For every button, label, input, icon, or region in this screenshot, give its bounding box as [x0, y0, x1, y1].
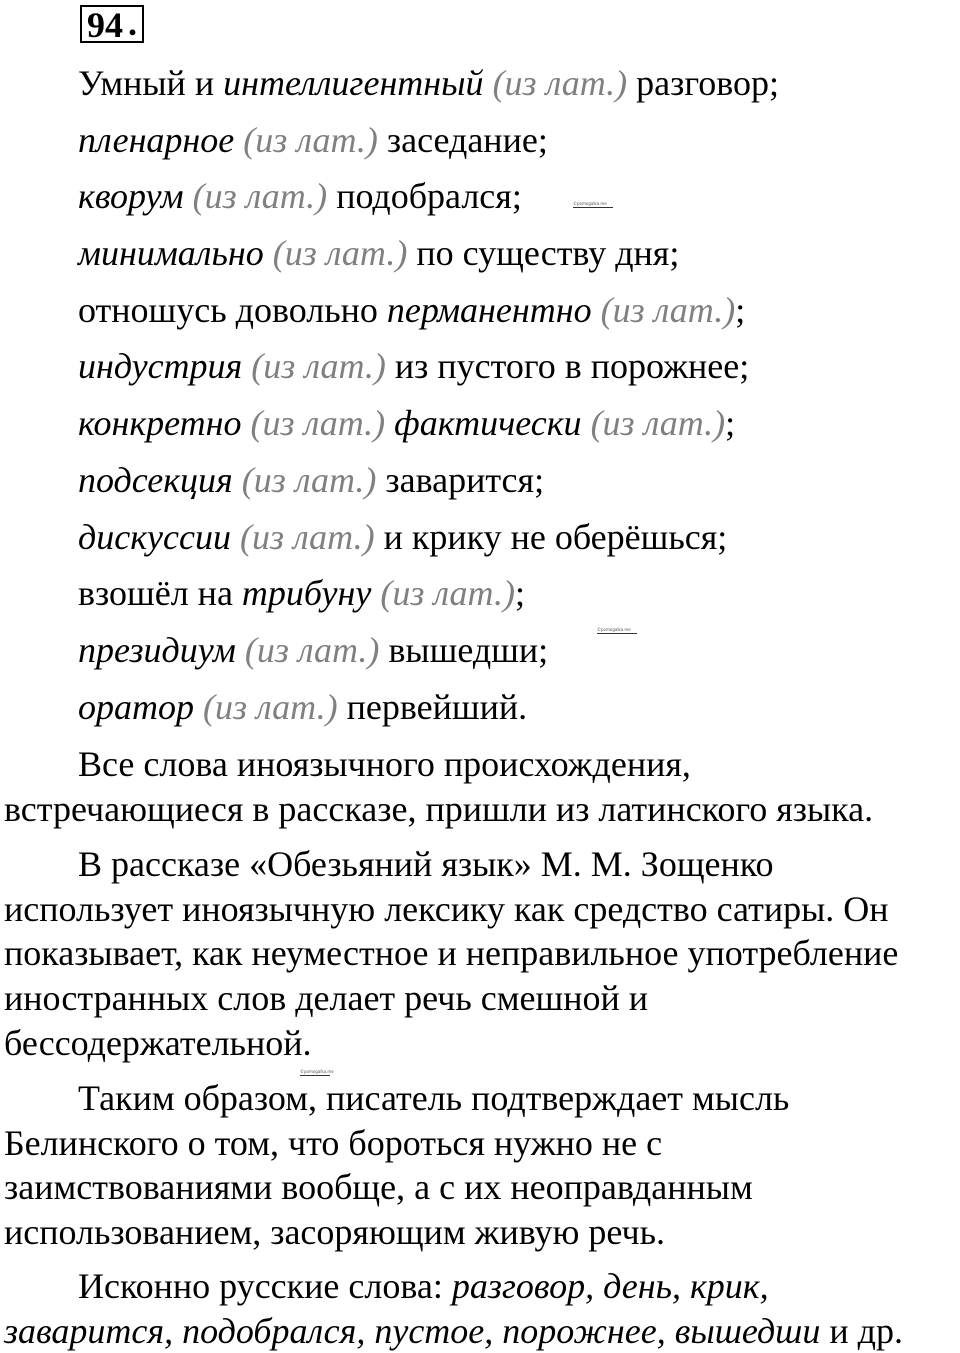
latin-word: оратор — [78, 687, 194, 727]
origin-note: (из лат.) — [492, 63, 628, 103]
paragraph-line: Таким образом, писатель подтверждает мысль — [78, 1078, 790, 1118]
phrase-line — [78, 517, 727, 557]
paragraph-satire — [4, 842, 960, 1066]
space — [385, 403, 394, 443]
origin-note: (из лат.) — [239, 517, 375, 557]
phrase-line — [78, 460, 544, 500]
latin-word: дискуссии — [78, 517, 231, 557]
phrase-line — [78, 403, 735, 443]
origin-note: (из лат.) — [251, 346, 386, 386]
space — [233, 460, 242, 500]
paragraph-line: заимствованиями вообще, а с их неоправданным — [4, 1167, 753, 1208]
paragraph-conclusion — [4, 1076, 960, 1255]
phrase-text: из пустого в порожнее; — [385, 346, 750, 386]
phrase-text: ; — [725, 403, 736, 443]
phrase-text: подобрался; — [327, 176, 522, 216]
paragraph-line: Все слова иноязычного происхождения, — [78, 744, 691, 784]
origin-note: (из лат.) — [243, 120, 378, 160]
paragraph-line — [4, 1264, 960, 1309]
phrase-line — [78, 176, 522, 216]
paragraph-line — [4, 1309, 960, 1353]
space — [234, 120, 243, 160]
latin-word: кворум — [78, 176, 184, 216]
phrase-text: отношусь довольно — [78, 290, 387, 330]
space — [592, 290, 601, 330]
exercise-number-dot: . — [128, 3, 137, 43]
latin-word: пленарное — [78, 120, 235, 160]
phrase-line — [78, 630, 548, 670]
space — [242, 403, 251, 443]
latin-word: индустрия — [78, 346, 243, 386]
phrase-text: Умный и — [78, 63, 224, 103]
phrase-line — [78, 290, 745, 330]
paragraph-native-words — [4, 1264, 960, 1353]
origin-note: (из лат.) — [272, 233, 408, 273]
phrase-text: вышедши; — [379, 630, 549, 670]
latin-word: президиум — [78, 630, 236, 670]
watermark-1: ©pomogalka.me — [573, 201, 607, 206]
space — [184, 176, 193, 216]
paragraph-line: показывает, как неуместное и неправильное употребление — [4, 933, 899, 974]
phrase-text: заварится; — [376, 460, 545, 500]
watermark-2-rule — [597, 633, 637, 634]
origin-note: (из лат.) — [380, 573, 515, 613]
latin-word: фактически — [394, 403, 582, 443]
native-words-list-2: заварится, подобрался, пустое, порожнее, вышедши — [4, 1310, 821, 1351]
latin-word: минимально — [78, 233, 264, 273]
paragraph-line: В рассказе «Обезьяний язык» М. М. Зощенко — [78, 844, 774, 884]
space — [484, 63, 493, 103]
paragraph-line: бессодержательной. — [4, 1022, 312, 1063]
latin-word: подсекция — [78, 460, 233, 500]
space — [194, 687, 203, 727]
phrase-text: взошёл на — [78, 573, 242, 613]
phrase-line — [78, 120, 548, 160]
space — [242, 346, 251, 386]
origin-note: (из лат.) — [241, 460, 377, 500]
exercise-number: 94 — [87, 5, 123, 45]
origin-note: (из лат.) — [600, 290, 736, 330]
native-words-suffix: и др. — [820, 1310, 903, 1351]
paragraph-line: Белинского о том, что бороться нужно не с — [4, 1122, 663, 1163]
phrase-text: первейший. — [337, 687, 528, 727]
phrase-text: по существу дня; — [407, 233, 680, 273]
watermark-2: ©pomogalka.me — [597, 627, 631, 632]
paragraph-line: использует иноязычную лексику как средство сатиры. Он — [4, 888, 889, 929]
origin-note: (из лат.) — [590, 403, 726, 443]
watermark-3: ©pomogalka.me — [300, 1069, 334, 1074]
origin-note: (из лат.) — [244, 630, 380, 670]
phrase-text: разговор; — [627, 63, 779, 103]
space — [582, 403, 591, 443]
phrase-text: и крику не оберёшься; — [374, 517, 728, 557]
native-words-prefix: Исконно русские слова: — [78, 1266, 452, 1306]
phrase-line — [78, 346, 749, 386]
space — [264, 233, 273, 273]
origin-note: (из лат.) — [192, 176, 328, 216]
paragraph-line: встречающиеся в рассказе, пришли из латинского языка. — [4, 788, 874, 829]
latin-word: перманентно — [386, 290, 592, 330]
native-words-list-1: разговор, день, крик, — [451, 1266, 769, 1306]
latin-word: интеллигентный — [223, 63, 484, 103]
paragraph-line: использованием, засоряющим живую речь. — [4, 1212, 666, 1253]
phrase-line — [78, 233, 679, 273]
watermark-1-rule — [573, 207, 613, 208]
phrase-line — [78, 63, 779, 103]
space — [236, 630, 245, 670]
phrase-text: заседание; — [377, 120, 548, 160]
latin-word: трибуну — [241, 573, 372, 613]
phrase-text: ; — [514, 573, 525, 613]
paragraph-line: иностранных слов делает речь смешной и — [4, 978, 649, 1019]
phrase-line — [78, 687, 527, 727]
phrase-text: ; — [735, 290, 746, 330]
origin-note: (из лат.) — [250, 403, 386, 443]
origin-note: (из лат.) — [203, 687, 338, 727]
paragraph-origin — [4, 742, 960, 831]
phrase-line — [78, 573, 525, 613]
latin-word: конкретно — [78, 403, 242, 443]
space — [231, 517, 240, 557]
